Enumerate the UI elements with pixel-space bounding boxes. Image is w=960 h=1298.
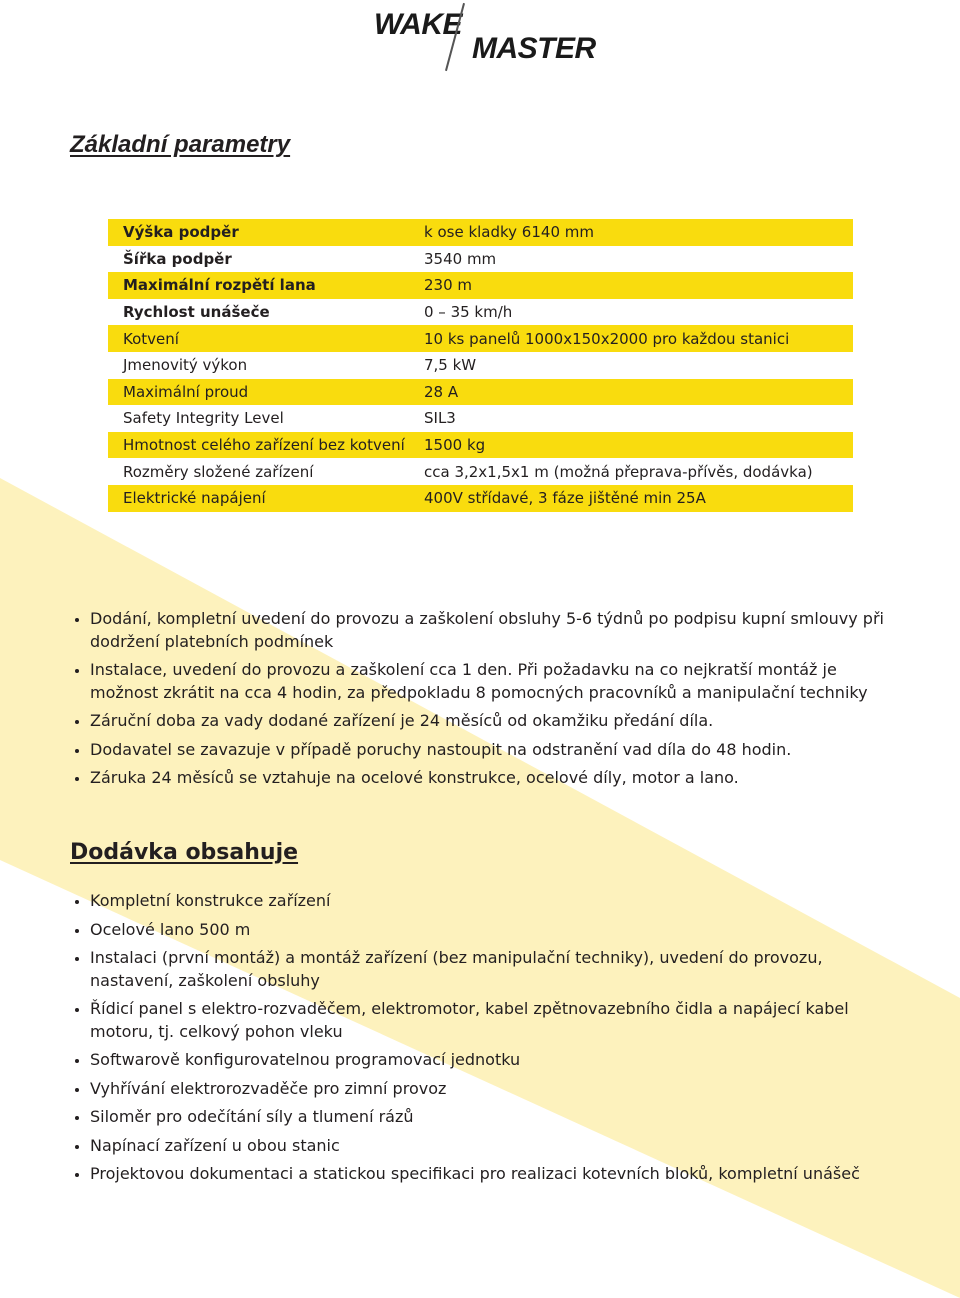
bullet-icon — [75, 900, 79, 904]
spec-label: Rychlost unášeče — [123, 303, 270, 322]
list-item — [72, 890, 872, 913]
list-item — [72, 739, 902, 762]
spec-row — [108, 246, 853, 273]
spec-row — [108, 325, 853, 352]
spec-row — [108, 379, 853, 406]
list-item — [72, 998, 872, 1043]
spec-label: Elektrické napájení — [123, 489, 266, 508]
bullet-icon — [75, 777, 79, 781]
spec-value: 230 m — [424, 276, 473, 295]
delivery-title: Dodávka obsahuje — [70, 840, 299, 865]
list-item — [72, 1135, 872, 1158]
spec-label: Rozměry složené zařízení — [123, 462, 314, 481]
delivery-list — [72, 890, 872, 1192]
spec-label: Kotvení — [123, 329, 179, 348]
spec-value: SIL3 — [424, 409, 456, 428]
list-item-text: Vyhřívání elektrorozvaděče pro zimní provoz — [90, 1078, 447, 1098]
spec-value: 28 A — [424, 382, 459, 401]
list-item-text: Softwarově konfigurovatelnou programovací jednotku — [90, 1050, 521, 1069]
bullet-icon — [75, 1059, 79, 1063]
list-item-text: Instalaci (první montáž) a montáž zařízení (bez manipulační techniky), uvedení do provozu, nastavení, zaškolení obsluhy — [90, 948, 823, 990]
bullet-icon — [75, 1088, 79, 1092]
spec-value: 0 – 35 km/h — [424, 303, 513, 322]
spec-label: Šířka podpěr — [123, 249, 232, 268]
list-item-text: Řídicí panel s elektro-rozvaděčem, elektromotor, kabel zpětnovazebního čidla a napájecí kabel motoru, tj. celkový pohon vleku — [90, 999, 849, 1041]
spec-label: Maximální rozpětí lana — [123, 276, 316, 295]
list-item — [72, 767, 902, 790]
list-item — [72, 947, 872, 992]
spec-value: 3540 mm — [424, 249, 497, 268]
spec-row — [108, 299, 853, 326]
list-item-text: Instalace, uvedení do provozu a zaškolení cca 1 den. Při požadavku na co nejkratší montáž je možnost zkrátit na cca 4 hodin, za předpokladu 8 pomocných pracovníků a manipulační techniky — [90, 660, 868, 702]
list-item-text: Projektovou dokumentaci a statickou specifikaci pro realizaci kotevních bloků, kompletní unášeč — [90, 1164, 860, 1183]
spec-value: 400V střídavé, 3 fáze jištěné min 25A — [424, 489, 706, 508]
list-item-text: Siloměr pro odečítání síly a tlumení rázů — [90, 1107, 414, 1126]
spec-row — [108, 352, 853, 379]
spec-table — [108, 219, 853, 512]
bullet-icon — [75, 929, 79, 933]
list-item — [72, 1078, 872, 1101]
spec-row — [108, 458, 853, 485]
page-title: Základní parametry — [70, 131, 291, 158]
spec-label: Safety Integrity Level — [123, 409, 284, 428]
list-item-text: Záruka 24 měsíců se vztahuje na ocelové konstrukce, ocelové díly, motor a lano. — [90, 768, 739, 787]
spec-label: Jmenovitý výkon — [123, 356, 248, 375]
list-item-text: Kompletní konstrukce zařízení — [90, 891, 331, 910]
spec-label: Hmotnost celého zařízení bez kotvení — [123, 436, 405, 455]
bullet-icon — [75, 669, 79, 673]
list-item — [72, 608, 902, 653]
spec-row — [108, 485, 853, 512]
spec-value: k ose kladky 6140 mm — [424, 223, 594, 242]
list-item — [72, 1049, 872, 1072]
list-item-text: Záruční doba za vady dodané zařízení je 24 měsíců od okamžiku předání díla. — [90, 711, 714, 730]
spec-row — [108, 272, 853, 299]
spec-label: Maximální proud — [123, 382, 249, 401]
bullet-icon — [75, 720, 79, 724]
spec-value: 1500 kg — [424, 436, 486, 455]
bullet-icon — [75, 957, 79, 961]
list-item-text: Ocelové lano 500 m — [90, 919, 251, 939]
spec-row — [108, 219, 853, 246]
spec-value: 10 ks panelů 1000x150x2000 pro každou stanici — [424, 329, 790, 348]
logo-text-wake: WAKE — [374, 8, 462, 41]
list-item-text: Napínací zařízení u obou stanic — [90, 1135, 340, 1155]
bullet-icon — [75, 618, 79, 622]
terms-list — [72, 608, 902, 796]
list-item-text: Dodavatel se zavazuje v případě poruchy nastoupit na odstranění vad díla do 48 hodin. — [90, 739, 792, 759]
list-item — [72, 659, 902, 704]
logo-text-master: MASTER — [472, 32, 596, 65]
spec-row — [108, 405, 853, 432]
bullet-icon — [75, 1173, 79, 1177]
spec-value: cca 3,2x1,5x1 m (možná přeprava-přívěs, dodávka) — [424, 462, 813, 481]
list-item — [72, 1106, 872, 1129]
spec-value: 7,5 kW — [424, 356, 477, 375]
list-item-text: Dodání, kompletní uvedení do provozu a zaškolení obsluhy 5-6 týdnů po podpisu kupní smlouvy při dodržení platebních podmínek — [90, 609, 884, 651]
wakemaster-logo — [370, 0, 600, 72]
bullet-icon — [75, 1116, 79, 1120]
bullet-icon — [75, 1145, 79, 1149]
bullet-icon — [75, 1008, 79, 1012]
list-item — [72, 710, 902, 733]
list-item — [72, 1163, 872, 1186]
bullet-icon — [75, 749, 79, 753]
spec-label: Výška podpěr — [123, 223, 239, 242]
spec-row — [108, 432, 853, 459]
list-item — [72, 919, 872, 942]
